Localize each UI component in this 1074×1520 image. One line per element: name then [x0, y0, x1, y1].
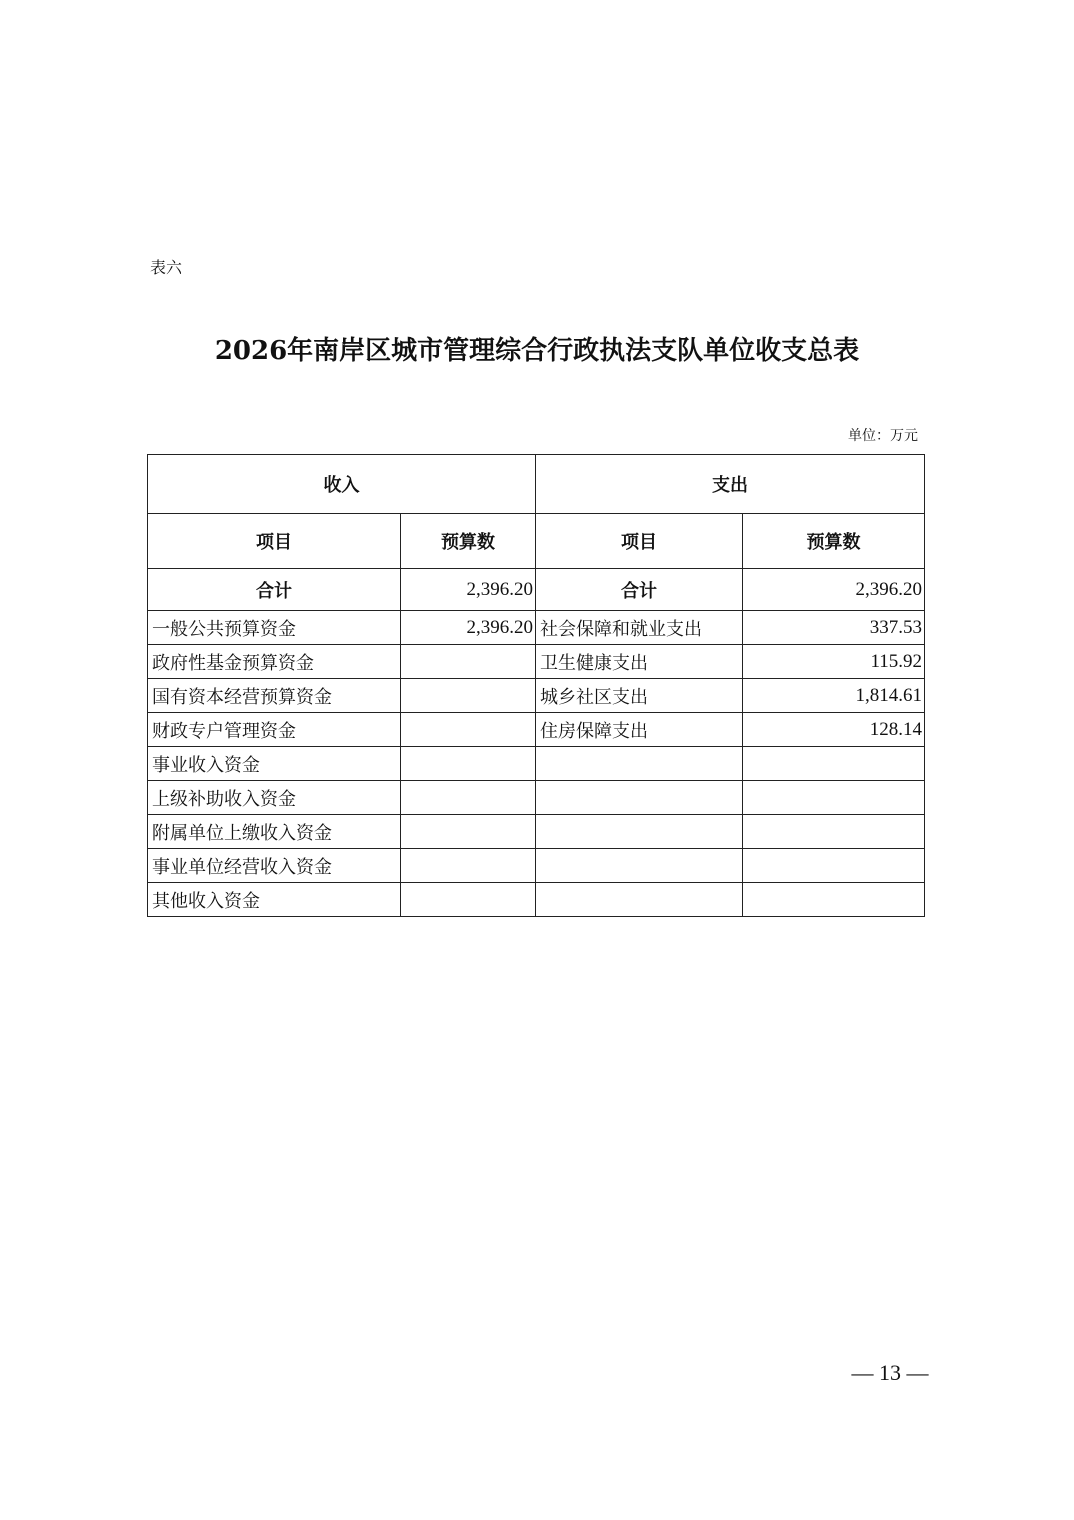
expense-value: 337.53: [743, 611, 925, 645]
income-item: 其他收入资金: [148, 883, 401, 917]
expense-budget-header: 预算数: [743, 514, 925, 569]
expense-item-header: 项目: [536, 514, 743, 569]
expense-total-value: 2,396.20: [743, 569, 925, 611]
expense-item: [536, 781, 743, 815]
income-header: 收入: [148, 455, 536, 514]
total-row: [148, 569, 925, 611]
income-value: [401, 679, 536, 713]
income-item: 附属单位上缴收入资金: [148, 815, 401, 849]
page-title: 2026年南岸区城市管理综合行政执法支队单位收支总表: [214, 336, 860, 366]
expense-value: 128.14: [743, 713, 925, 747]
table-row: [148, 611, 925, 645]
income-expense-table: [147, 454, 925, 917]
expense-item: [536, 747, 743, 781]
expense-value: [743, 815, 925, 849]
table-row: [148, 849, 925, 883]
income-value: [401, 815, 536, 849]
expense-item: [536, 849, 743, 883]
income-total-label: 合计: [148, 569, 401, 611]
income-item: 上级补助收入资金: [148, 781, 401, 815]
table-label: 表六: [150, 258, 183, 277]
expense-item: 住房保障支出: [536, 713, 743, 747]
income-item: 国有资本经营预算资金: [148, 679, 401, 713]
table-row: [148, 645, 925, 679]
income-value: [401, 645, 536, 679]
table-row: [148, 815, 925, 849]
income-value: [401, 781, 536, 815]
expense-item: [536, 883, 743, 917]
income-value: [401, 713, 536, 747]
expense-value: [743, 747, 925, 781]
income-budget-header: 预算数: [401, 514, 536, 569]
table-row: [148, 713, 925, 747]
income-value: [401, 883, 536, 917]
table-row: [148, 781, 925, 815]
expense-value: 115.92: [743, 645, 925, 679]
table-row: [148, 679, 925, 713]
expense-value: [743, 849, 925, 883]
income-item-header: 项目: [148, 514, 401, 569]
table-row: [148, 747, 925, 781]
income-value: 2,396.20: [401, 611, 536, 645]
income-value: [401, 747, 536, 781]
expense-item: 城乡社区支出: [536, 679, 743, 713]
page-number: — 13 —: [851, 1360, 929, 1385]
income-item: 政府性基金预算资金: [148, 645, 401, 679]
header-row-columns: [148, 514, 925, 569]
income-value: [401, 849, 536, 883]
expense-item: [536, 815, 743, 849]
expense-total-label: 合计: [536, 569, 743, 611]
header-row-group: [148, 455, 925, 514]
expense-value: [743, 883, 925, 917]
unit-label: 单位：万元: [848, 428, 918, 444]
expense-value: 1,814.61: [743, 679, 925, 713]
table-row: [148, 883, 925, 917]
income-item: 一般公共预算资金: [148, 611, 401, 645]
income-item: 财政专户管理资金: [148, 713, 401, 747]
expense-header: 支出: [536, 455, 925, 514]
expense-item: 卫生健康支出: [536, 645, 743, 679]
income-total-value: 2,396.20: [401, 569, 536, 611]
income-item: 事业单位经营收入资金: [148, 849, 401, 883]
expense-value: [743, 781, 925, 815]
income-item: 事业收入资金: [148, 747, 401, 781]
expense-item: 社会保障和就业支出: [536, 611, 743, 645]
